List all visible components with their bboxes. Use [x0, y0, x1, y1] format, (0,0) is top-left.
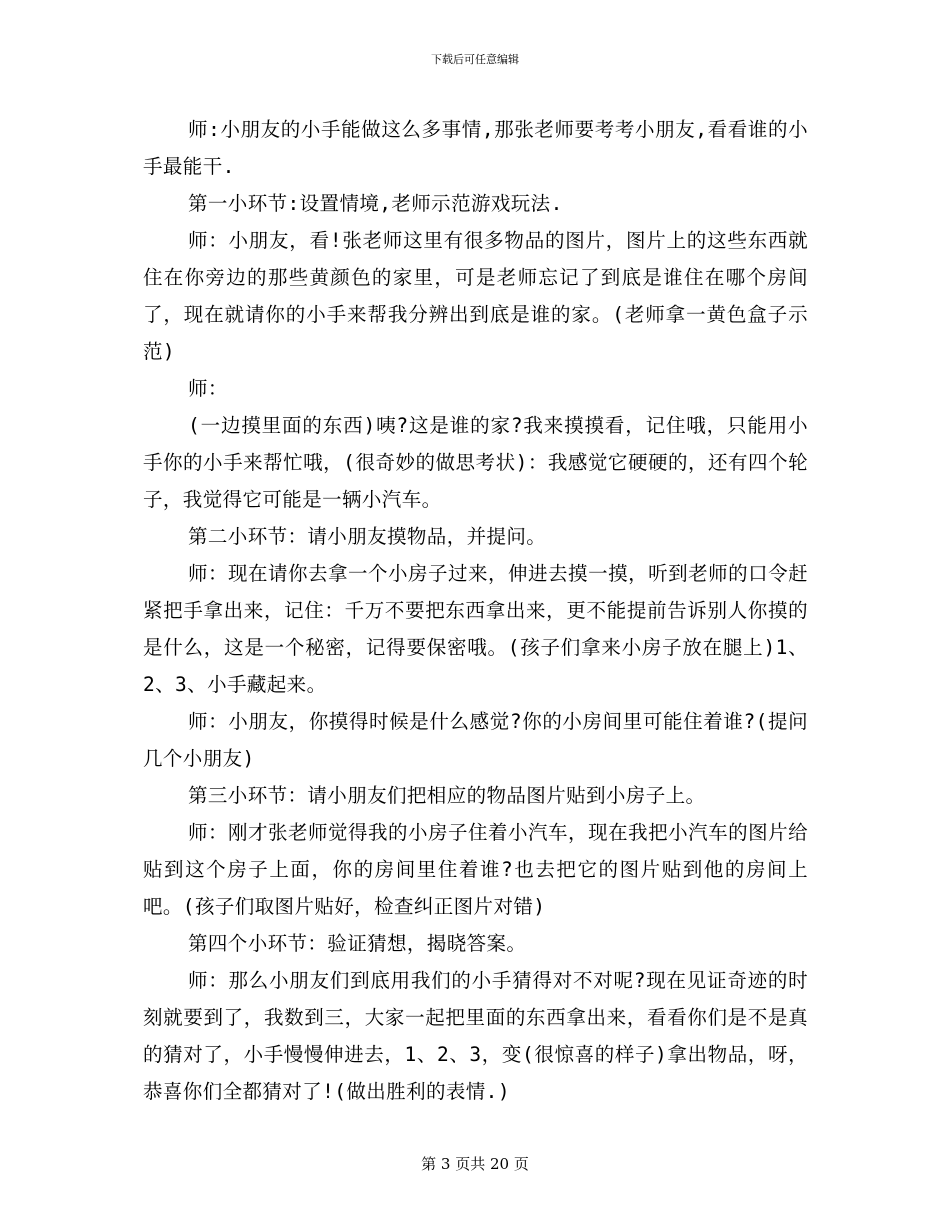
paragraph: 师:小朋友的小手能做这么多事情,那张老师要考考小朋友,看看谁的小手最能干. — [143, 118, 808, 178]
paragraph: 第一小环节:设置情境,老师示范游戏玩法. — [188, 192, 563, 215]
paragraph: 师： — [188, 377, 228, 400]
document-body — [143, 111, 808, 1110]
paragraph: 第二小环节：请小朋友摸物品，并提问。 — [188, 525, 547, 548]
paragraph: 第四个小环节：验证猜想，揭晓答案。 — [188, 932, 527, 955]
paragraph: 师：那么小朋友们到底用我们的小手猜得对不对呢?现在见证奇迹的时刻就要到了，我数到三，大家一起把里面的东西拿出来，看看你们是不是真的猜对了，小手慢慢伸进去，1、2、3，变(很惊喜的样子)拿出物品，呀，恭喜你们全都猜对了!(做出胜利的表情.) — [143, 969, 808, 1103]
page-footer: 第 3 页共 20 页 — [421, 1155, 529, 1173]
paragraph: 师：刚才张老师觉得我的小房子住着小汽车，现在我把小汽车的图片给贴到这个房子上面，你的房间里住着谁?也去把它的图片贴到他的房间上吧。(孩子们取图片贴好，检查纠正图片对错) — [143, 821, 808, 918]
page-header: 下载后可任意编辑 — [431, 53, 519, 66]
paragraph: 师：现在请你去拿一个小房子过来，伸进去摸一摸，听到老师的口令赶紧把手拿出来，记住：千万不要把东西拿出来，更不能提前告诉别人你摸的是什么，这是一个秘密，记得要保密哦。(孩子们拿来小房子放在腿上)1、2、3、小手藏起来。 — [143, 562, 808, 696]
paragraph: (一边摸里面的东西)咦?这是谁的家?我来摸摸看，记住哦，只能用小手你的小手来帮忙哦，(很奇妙的做思考状)：我感觉它硬硬的，还有四个轮子，我觉得它可能是一辆小汽车。 — [143, 414, 808, 511]
paragraph: 第三小环节：请小朋友们把相应的物品图片贴到小房子上。 — [188, 784, 706, 807]
paragraph: 师：小朋友，你摸得时候是什么感觉?你的小房间里可能住着谁?(提问几个小朋友) — [143, 710, 808, 770]
paragraph: 师：小朋友，看!张老师这里有很多物品的图片，图片上的这些东西就住在你旁边的那些黄颜色的家里，可是老师忘记了到底是谁住在哪个房间了，现在就请你的小手来帮我分辨出到底是谁的家。(老师拿一黄色盒子示范) — [143, 229, 808, 363]
